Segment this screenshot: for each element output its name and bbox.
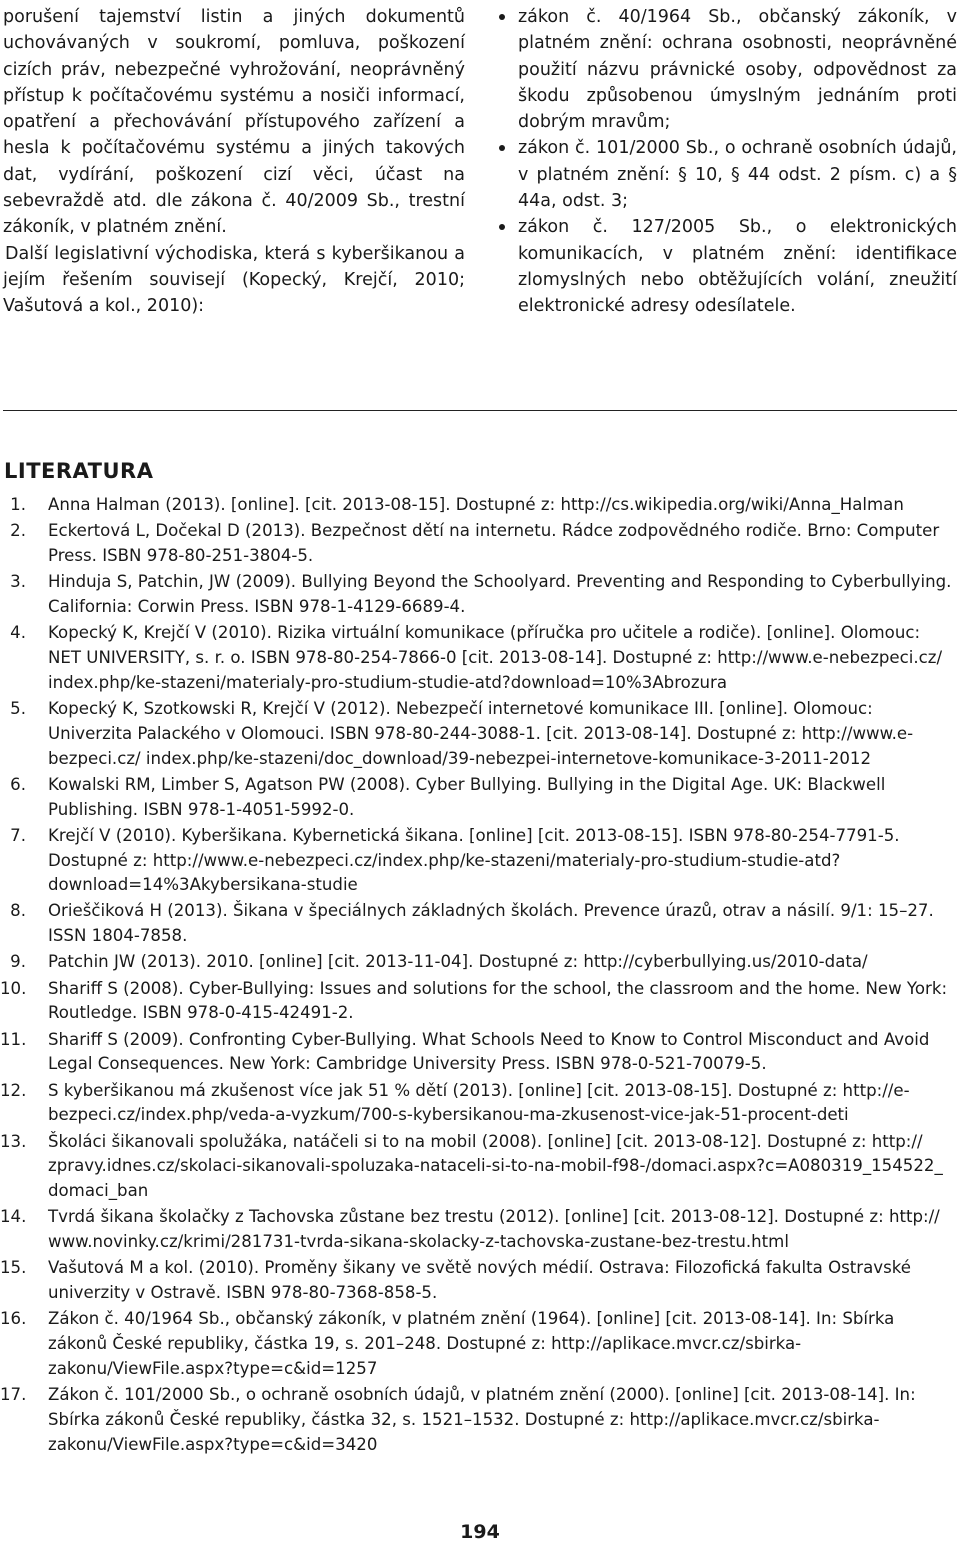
reference-item — [0, 1205, 957, 1255]
reference-item — [0, 1256, 957, 1306]
body-paragraph: Další legislativní východiska, která s kyberšikanou a jejím řešením souvisejí (Kopecký, Krejčí, 2010; Vašutová a kol., 2010): — [3, 243, 465, 317]
reference-text: Vašutová M a kol. (2010). Proměny šikany ve světě nových médií. Ostrava: Filozofická fakulta Ostravské univerzity v Ostravě. ISBN 978-80-7368-858-5. — [48, 1258, 911, 1303]
left-column — [3, 4, 465, 320]
literature-heading: LITERATURA — [4, 459, 154, 483]
reference-text: Eckertová L, Dočekal D (2013). Bezpečnost dětí na internetu. Rádce zodpovědného rodiče. Brno: Computer Press. ISBN 978-80-251-3804-5. — [48, 521, 940, 565]
reference-item — [0, 773, 957, 823]
reference-item — [0, 899, 957, 949]
reference-number: 10. — [0, 978, 27, 998]
reference-text: Kopecký K, Szotkowski R, Krejčí V (2012). Nebezpečí internetové komunikace III. [online]. Olomouc: Univerzita Palackého v Olomouci. ISBN 978-80-244-3088-1. [cit. 2013-08-14]. Dostupné z: http://www.e-bezpeci.cz/ index.php/ke-stazeni/doc_download/39-nebezpei-internetove-komunikace-3-2011-2012 — [48, 698, 914, 768]
reference-text: Shariff S (2009). Confronting Cyber-Bullying. What Schools Need to Know to Control Misconduct and Avoid Legal Consequences. New York: Cambridge University Press. ISBN 978-0-521-70079-5. — [48, 1029, 930, 1074]
body-paragraph: porušení tajemství listin a jiných dokumentů uchovávaných v soukromí, pomluva, poškození cizích práv, nebezpečné vyhrožování, neoprávněný přístup k počítačovému systému a nosiči informací, opatření a přechovávání přístupového zařízení a hesla k počítačovému systému a jiných takových dat, vydírání, poškození cizí věci, účast na sebevraždě atd. dle zákona č. 40/2009 Sb., trestní zákoník, v platném znění. — [3, 7, 465, 238]
reference-number: 6. — [10, 774, 26, 794]
right-column — [497, 4, 957, 320]
reference-number: 3. — [10, 572, 26, 592]
reference-number: 12. — [0, 1080, 27, 1100]
reference-number: 4. — [10, 623, 26, 643]
reference-text: Anna Halman (2013). [online]. [cit. 2013-08-15]. Dostupné z: http://cs.wikipedia.org/wiki/Anna_Halman — [48, 495, 904, 514]
reference-text: Zákon č. 101/2000 Sb., o ochraně osobních údajů, v platném znění (2000). [online] [cit. 2013-08-14]. In: Sbírka zákonů České republiky, částka 32, s. 1521–1532. Dostupné z: http://aplikace.mvcr.cz/sbirka-zakonu/ViewFile.aspx?type=c&id=3420 — [48, 1385, 916, 1454]
reference-item — [0, 950, 957, 975]
reference-number: 7. — [10, 825, 26, 845]
reference-item — [0, 1383, 957, 1457]
reference-text: Krejčí V (2010). Kyberšikana. Kybernetická šikana. [online] [cit. 2013-08-15]. ISBN 978-80-254-7791-5. Dostupné z: http://www.e-nebezpeci.cz/index.php/ke-stazeni/materialy-pro-studium-studie-atd?download=14%3Akybersikana-studie — [48, 825, 900, 895]
reference-item — [0, 977, 957, 1027]
reference-item — [0, 1307, 957, 1381]
reference-number: 5. — [10, 698, 26, 718]
reference-item — [0, 621, 957, 695]
reference-text: S kyberšikanou má zkušenost více jak 51 % dětí (2013). [online] [cit. 2013-08-15]. Dostupné z: http://e-bezpeci.cz/index.php/veda-a-vyzkum/700-s-kybersikanou-ma-zkusenost-vice-jak-51-procent-deti — [48, 1080, 910, 1125]
page-number: 194 — [460, 1521, 500, 1543]
reference-item — [0, 1130, 957, 1204]
reference-text: Tvrdá šikana školačky z Tachovska zůstane bez trestu (2012). [online] [cit. 2013-08-12]. Dostupné z: http:// www.novinky.cz/krimi/281731-tvrda-sikana-skolacky-z-tachovska-zustane-bez-trestu.html — [48, 1207, 940, 1252]
reference-number: 13. — [0, 1131, 27, 1151]
reference-item — [0, 493, 957, 518]
reference-text: Orieščiková H (2013). Šikana v špeciálnych základných školách. Prevence úrazů, otrav a násilí. 9/1: 15–27. ISSN 1804-7858. — [48, 901, 934, 946]
reference-text: Kowalski RM, Limber S, Agatson PW (2008). Cyber Bullying. Bullying in the Digital Age. UK: Blackwell Publishing. ISBN 978-1-4051-5992-0. — [48, 774, 886, 819]
reference-number: 14. — [0, 1207, 27, 1227]
legislation-bullet-list — [497, 4, 957, 320]
reference-item — [0, 519, 957, 569]
section-divider — [3, 410, 957, 411]
reference-item — [0, 1079, 957, 1129]
reference-number: 8. — [10, 901, 26, 921]
reference-number: 2. — [10, 521, 26, 541]
reference-number: 11. — [0, 1029, 27, 1049]
reference-number: 16. — [0, 1309, 27, 1329]
bullet-item: zákon č. 127/2005 Sb., o elektronických komunikacích, v platném znění: identifikace zlomyslných nebo obtěžujících volání, zneužití elektronické adresy odesílatele. — [497, 214, 957, 319]
bullet-item: zákon č. 40/1964 Sb., občanský zákoník, v platném znění: ochrana osobnosti, neoprávněné použití názvu právnické osoby, odpovědnost za škodu způsobenou úmyslným jednáním proti dobrým mravům; — [497, 4, 957, 135]
reference-text: Zákon č. 40/1964 Sb., občanský zákoník, v platném znění (1964). [online] [cit. 2013-08-14]. In: Sbírka zákonů České republiky, částka 19, s. 201–248. Dostupné z: http://aplikace.mvcr.cz/sbirka-zakonu/ViewFile.aspx?type=c&id=1257 — [48, 1309, 895, 1378]
reference-text: Hinduja S, Patchin, JW (2009). Bullying Beyond the Schoolyard. Preventing and Responding to Cyberbullying. California: Corwin Press. ISBN 978-1-4129-6689-4. — [48, 572, 952, 616]
bullet-item: zákon č. 101/2000 Sb., o ochraně osobních údajů, v platném znění: § 10, § 44 odst. 2 písm. c) a § 44a, odst. 3; — [497, 135, 957, 214]
reference-number: 17. — [0, 1385, 27, 1405]
reference-number: 1. — [10, 495, 26, 514]
reference-item — [0, 570, 957, 620]
reference-text: Shariff S (2008). Cyber-Bullying: Issues and solutions for the school, the classroom and the home. New York: Routledge. ISBN 978-0-415-42491-2. — [48, 978, 948, 1023]
reference-item — [0, 824, 957, 898]
reference-number: 9. — [10, 952, 26, 972]
reference-text: Patchin JW (2013). 2010. [online] [cit. 2013-11-04]. Dostupné z: http://cyberbullying.us/2010-data/ — [48, 952, 868, 972]
reference-item — [0, 1028, 957, 1078]
reference-item — [0, 697, 957, 771]
reference-number: 15. — [0, 1258, 27, 1278]
reference-list — [0, 493, 957, 1459]
reference-text: Školáci šikanovali spolužáka, natáčeli si to na mobil (2008). [online] [cit. 2013-08-12]. Dostupné z: http:// zpravy.idnes.cz/skolaci-sikanovali-spoluzaka-nataceli-si-to-na-mobil-f98-/domaci.aspx?c=A080319_154522_ domaci_ban — [48, 1131, 943, 1201]
reference-text: Kopecký K, Krejčí V (2010). Rizika virtuální komunikace (příručka pro učitele a rodiče). [online]. Olomouc: NET UNIVERSITY, s. r. o. ISBN 978-80-254-7866-0 [cit. 2013-08-14]. Dostupné z: http://www.e-nebezpeci.cz/ index.php/ke-stazeni/materialy-pro-studium-studie-atd?download=10%3Abrozura — [48, 623, 943, 692]
